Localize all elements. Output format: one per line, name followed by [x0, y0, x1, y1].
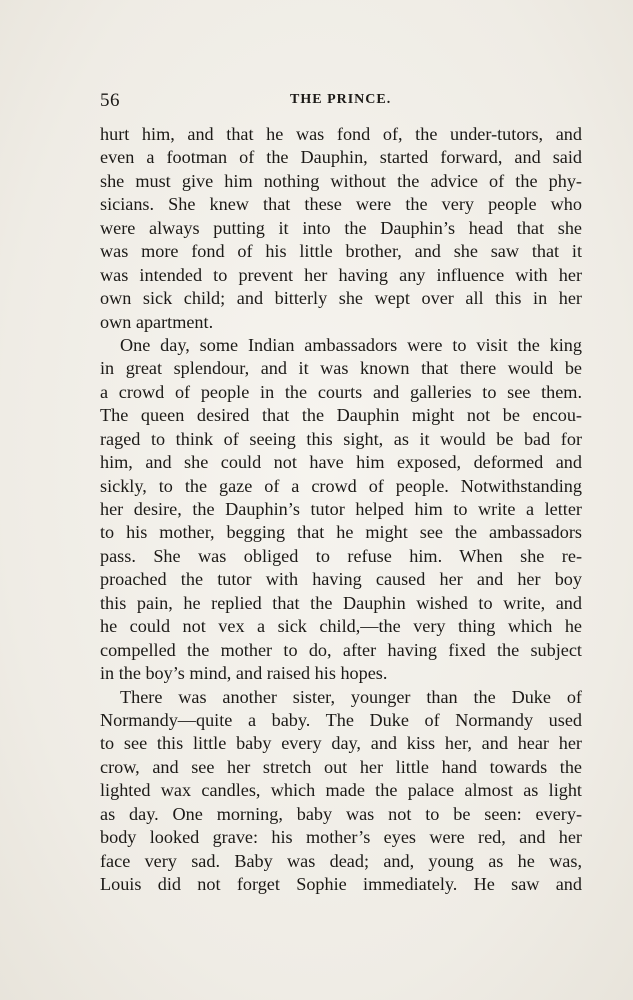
- text-line: raged to think of seeing this sight, as it would be bad for: [100, 428, 582, 449]
- text-line: face very sad. Baby was dead; and, young as he was,: [100, 850, 582, 871]
- text-line: her desire, the Dauphin’s tutor helped him to write a letter: [100, 499, 582, 519]
- body-text: [100, 123, 582, 896]
- text-line: Normandy—quite a baby. The Duke of Normandy used: [100, 709, 582, 730]
- text-line: compelled the mother to do, after having fixed the subject: [100, 639, 582, 660]
- text-line: was intended to prevent her having any influence with her: [100, 264, 582, 285]
- text-line: him, and she could not have him exposed, deformed and: [100, 452, 582, 473]
- text-line: in great splendour, and it was known that there would be: [100, 358, 582, 379]
- text-line: own sick child; and bitterly she wept over all this in her: [100, 288, 582, 309]
- text-line: sickly, to the gaze of a crowd of people. Notwithstanding: [100, 475, 582, 496]
- text-line: in the boy’s mind, and raised his hopes.: [100, 663, 388, 684]
- text-line: pass. She was obliged to refuse him. When she re-: [100, 545, 582, 566]
- text-line: body looked grave: his mother’s eyes were red, and her: [100, 827, 582, 848]
- text-line: a crowd of people in the courts and galleries to see them.: [100, 381, 582, 402]
- text-line: as day. One morning, baby was not to be seen: every-: [100, 803, 582, 824]
- text-line: to his mother, begging that he might see the ambassadors: [100, 522, 582, 543]
- text-line: even a footman of the Dauphin, started forward, and said: [100, 147, 582, 168]
- text-line: own apartment.: [100, 311, 214, 332]
- text-line: sicians. She knew that these were the very people who: [100, 194, 582, 215]
- text-line: crow, and see her stretch out her little hand towards the: [100, 756, 582, 777]
- text-line: he could not vex a sick child,—the very thing which he: [100, 616, 582, 637]
- page-number: 56: [100, 90, 120, 111]
- text-line: hurt him, and that he was fond of, the under-tutors, and: [100, 124, 582, 144]
- text-line: was more fond of his little brother, and she saw that it: [100, 241, 582, 262]
- text-line: this pain, he replied that the Dauphin wished to write, and: [100, 592, 582, 613]
- text-line: One day, some Indian ambassadors were to visit the king: [120, 334, 582, 355]
- text-line: were always putting it into the Dauphin’s head that she: [100, 217, 582, 238]
- text-line: she must give him nothing without the advice of the phy-: [100, 170, 582, 191]
- text-line: lighted wax candles, which made the palace almost as light: [100, 780, 582, 801]
- text-line: to see this little baby every day, and kiss her, and hear her: [100, 733, 582, 754]
- running-title: THE PRINCE.: [290, 92, 392, 107]
- text-line: There was another sister, younger than the Duke of: [120, 686, 582, 707]
- running-head: [100, 90, 580, 116]
- text-line: The queen desired that the Dauphin might not be encou-: [100, 405, 582, 426]
- text-line: proached the tutor with having caused her and her boy: [100, 569, 582, 590]
- text-line: Louis did not forget Sophie immediately. He saw and: [100, 874, 582, 894]
